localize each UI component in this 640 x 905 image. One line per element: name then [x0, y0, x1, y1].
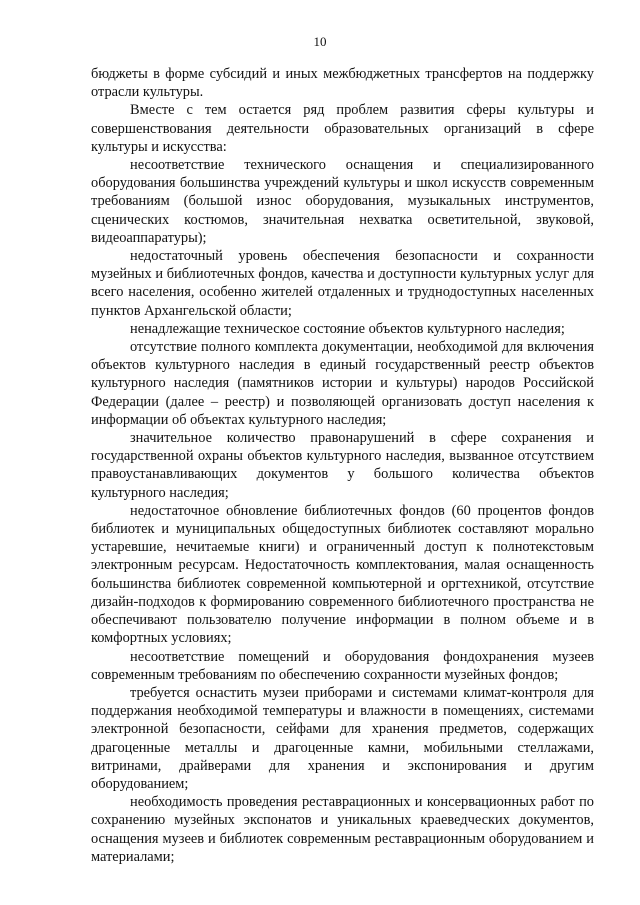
paragraph-museum-storage: несоответствие помещений и оборудования фондохранения музеев современным требованиям по обеспечению сохранности музейных фондов;	[91, 648, 594, 683]
paragraph-equipment-mismatch: несоответствие технического оснащения и специализированного оборудования большинства учреждений культуры и школ искусств современным требованиям (большой износ оборудования, музыкальных инструментов, сценических костюмов, значительная нехватка осветительной, звуковой, видеоаппаратуры);	[91, 157, 594, 246]
paragraph-restoration-work: необходимость проведения реставрационных и консервационных работ по сохранению музейных экспонатов и уникальных краеведческих документов, оснащения музеев и библиотек современным реставрационным оборудованием и материалами;	[91, 794, 594, 865]
paragraph-documentation-gap: отсутствие полного комплекта документации, необходимой для включения объектов культурного наследия в единый государственный реестр объектов культурного наследия (памятников истории и культуры) народов Российской Федерации (далее – реестр) и позволяющей организовать доступ населения к информации об объектах культурного наследия;	[91, 339, 594, 428]
paragraph-heritage-condition: ненадлежащие техническое состояние объектов культурного наследия;	[130, 320, 565, 337]
paragraph-climate-control: требуется оснастить музеи приборами и системами климат-контроля для поддержания необходимой температуры и влажности в помещениях, системами электронной безопасности, сейфами для хранения предметов, содержащих драгоценные металлы и драгоценные камни, мобильными стеллажами, витринами, драйверами для хранения и экспонирования и другим оборудованием;	[91, 684, 594, 792]
body-text	[91, 65, 594, 866]
page-number: 10	[313, 34, 327, 49]
paragraph-security-level: недостаточный уровень обеспечения безопасности и сохранности музейных и библиотечных фондов, качества и доступности культурных услуг для всего населения, особенно жителей отдаленных и труднодоступных населенных пунктов Архангельской области;	[91, 248, 594, 319]
paragraph-budget-subsidies: бюджеты в форме субсидий и иных межбюджетных трансфертов на поддержку отрасли культуры.	[91, 66, 594, 101]
paragraph-library-funds: недостаточное обновление библиотечных фондов (60 процентов фондов библиотек и муниципальных общедоступных библиотек составляют морально устаревшие, нечитаемые книги) и ограниченный доступ к полнотекстовым электронным ресурсам. Недостаточность комплектования, малая оснащенность большинства библиотек современной компьютерной и оргтехникой, отсутствие дизайн-подходов к формированию современного библиотечного пространства не обеспечивают пользователю получение информации в полном объеме и в комфортных условиях;	[91, 502, 594, 647]
paragraph-problems-intro: Вместе с тем остается ряд проблем развития сферы культуры и совершенствования деятельности образовательных организаций в сфере культуры и искусства:	[91, 102, 594, 155]
paragraph-violations: значительное количество правонарушений в сфере сохранения и государственной охраны объектов культурного наследия, вызванное отсутствием правоустанавливающих документов у большого количества объектов культурного наследия;	[91, 430, 594, 501]
